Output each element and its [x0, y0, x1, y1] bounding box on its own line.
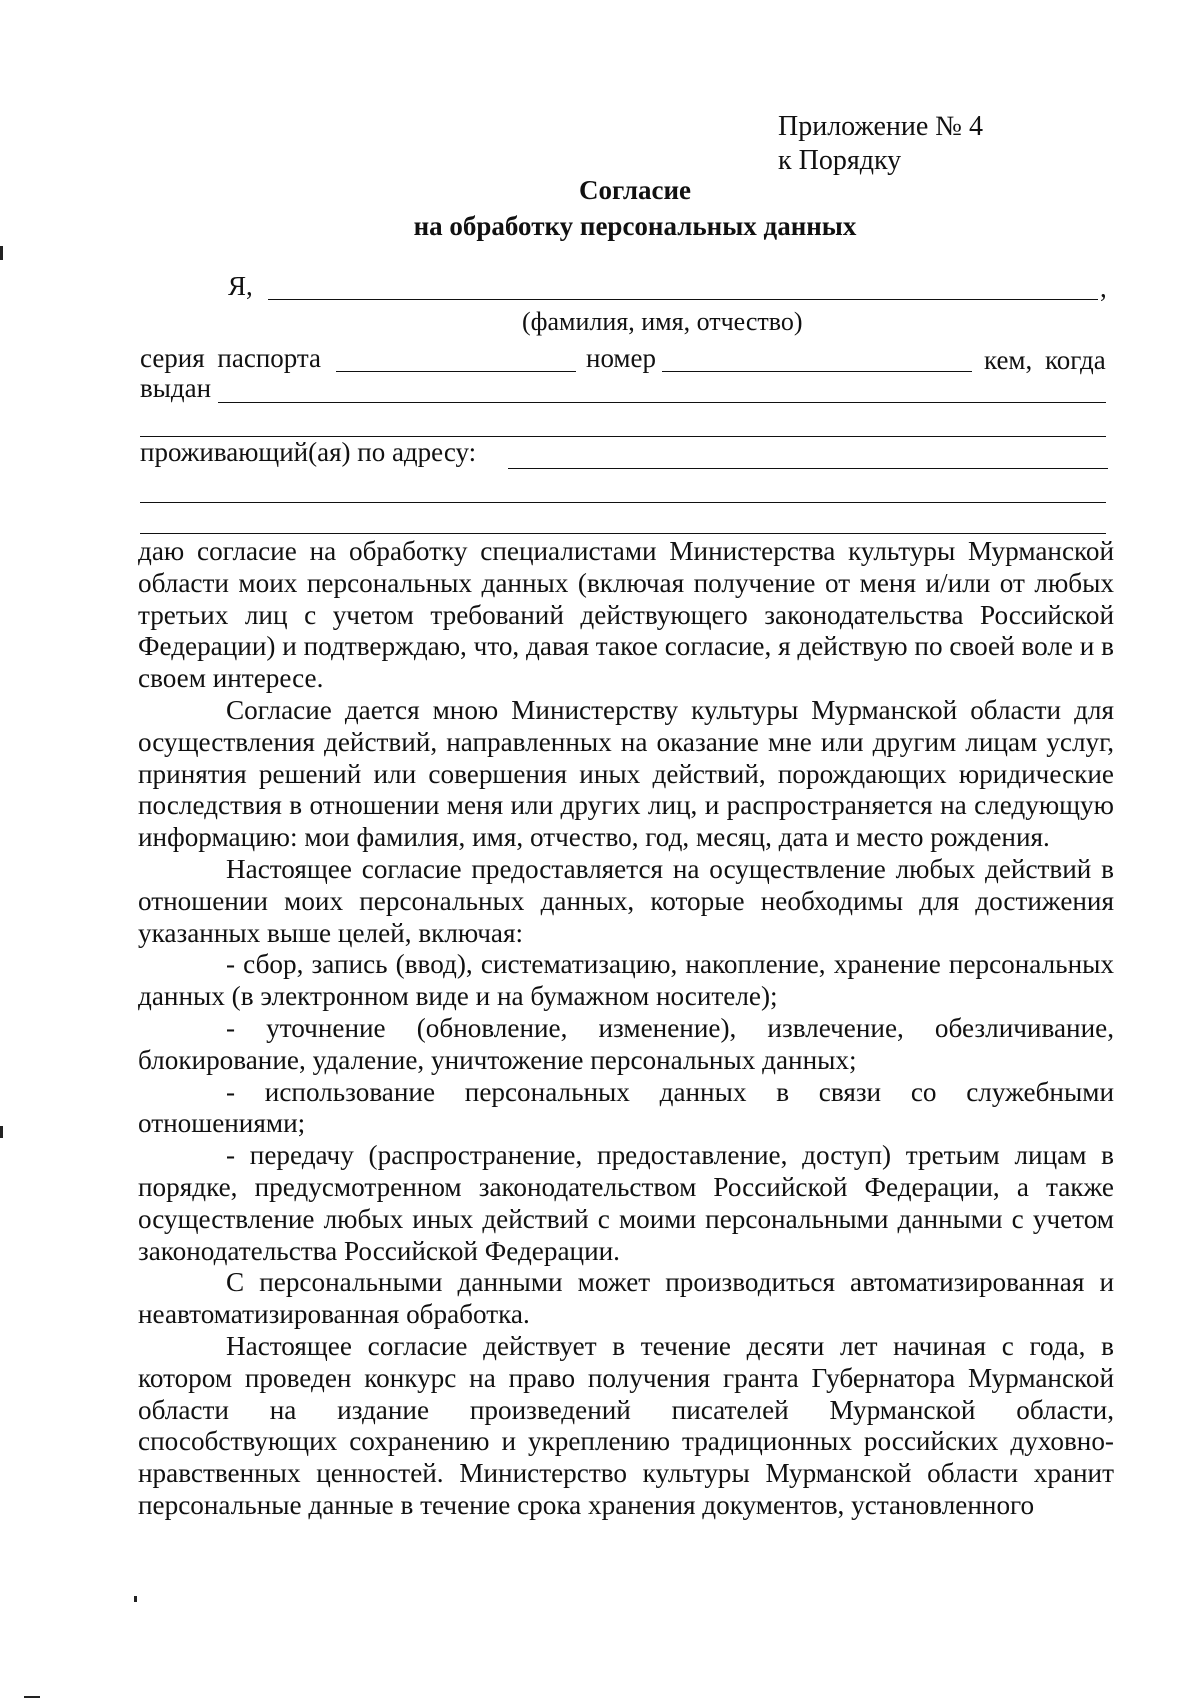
address-label: проживающий(ая) по адресу:: [140, 437, 477, 467]
address-field-line3[interactable]: [140, 533, 1106, 534]
scan-dot-mark: [134, 1596, 137, 1602]
passport-number-field[interactable]: [662, 371, 972, 372]
address-field[interactable]: [508, 468, 1108, 469]
issued-field[interactable]: [218, 402, 1106, 403]
document-title: Согласие: [578, 175, 692, 205]
issued-by-label: кем, когда: [984, 345, 1106, 375]
consent-paragraph: даю согласие на обработку специалистами Министерства культуры Мурманской области моих персональных данных (включая получение от меня и/или от любых третьих лиц с учетом требований действующего законодательства Российской Федерации) и подтверждаю, что, давая такое согласие, я действую по своей воле и в своем интересе.: [138, 536, 1114, 694]
document-subtitle: на обработку персональных данных: [413, 211, 857, 241]
action-list-item: - использование персональных данных в связи со служебными отношениями;: [138, 1076, 1114, 1139]
action-list-item: - уточнение (обновление, изменение), извлечение, обезличивание, блокирование, удаление, уничтожение персональных данных;: [138, 1012, 1114, 1075]
processing-type-paragraph: С персональными данными может производиться автоматизированная и неавтоматизированная обработка.: [138, 1267, 1114, 1330]
appendix-number: Приложение № 4: [778, 111, 983, 142]
consent-purpose-paragraph: Согласие дается мною Министерству культуры Мурманской области для осуществления действий, направленных на оказание мне или другим лицам услуг, принятия решений или совершения иных действий, порождающих юридические последствия в отношении меня или других лиц, и распространяется на следующую информацию: мои фамилия, имя, отчество, год, месяц, дата и место рождения.: [138, 694, 1114, 853]
scan-corner-mark: [24, 1696, 40, 1698]
address-field-line2[interactable]: [140, 502, 1106, 503]
action-list-item: - сбор, запись (ввод), систематизацию, накопление, хранение персональных данных (в электронном виде и на бумажном носителе);: [138, 949, 1114, 1012]
full-name-field[interactable]: [268, 299, 1098, 300]
scan-edge-mark: [0, 1126, 3, 1138]
consent-scope-paragraph: Настоящее согласие предоставляется на осуществление любых действий в отношении моих персональных данных, которые необходимы для достижения указанных выше целей, включая:: [138, 853, 1114, 948]
scan-edge-mark: [0, 246, 3, 260]
appendix-reference: к Порядку: [778, 145, 902, 176]
full-name-caption: (фамилия, имя, отчество): [522, 307, 803, 336]
passport-series-label: серия паспорта: [140, 343, 322, 373]
validity-paragraph: Настоящее согласие действует в течение десяти лет начиная с года, в котором проведен конкурс на право получения гранта Губернатора Мурманской области на издание произведений писателей Мурманской области, способствующих сохранению и укреплению традиционных российских духовно-нравственных ценностей. Министерство культуры Мурманской области хранит персональные данные в течение срока хранения документов, установленного: [138, 1330, 1114, 1520]
passport-number-label: номер: [586, 343, 657, 373]
issued-label: выдан: [140, 373, 212, 403]
passport-series-field[interactable]: [336, 371, 576, 372]
action-list-item: - передачу (распространение, предоставление, доступ) третьим лицам в порядке, предусмотренном законодательством Российской Федерации, а также осуществление любых иных действий с моими персональными данными с учетом законодательства Российской Федерации.: [138, 1140, 1114, 1266]
full-name-comma: ,: [1100, 273, 1107, 303]
i-label: Я,: [228, 271, 253, 301]
consent-body: [138, 536, 1114, 1522]
